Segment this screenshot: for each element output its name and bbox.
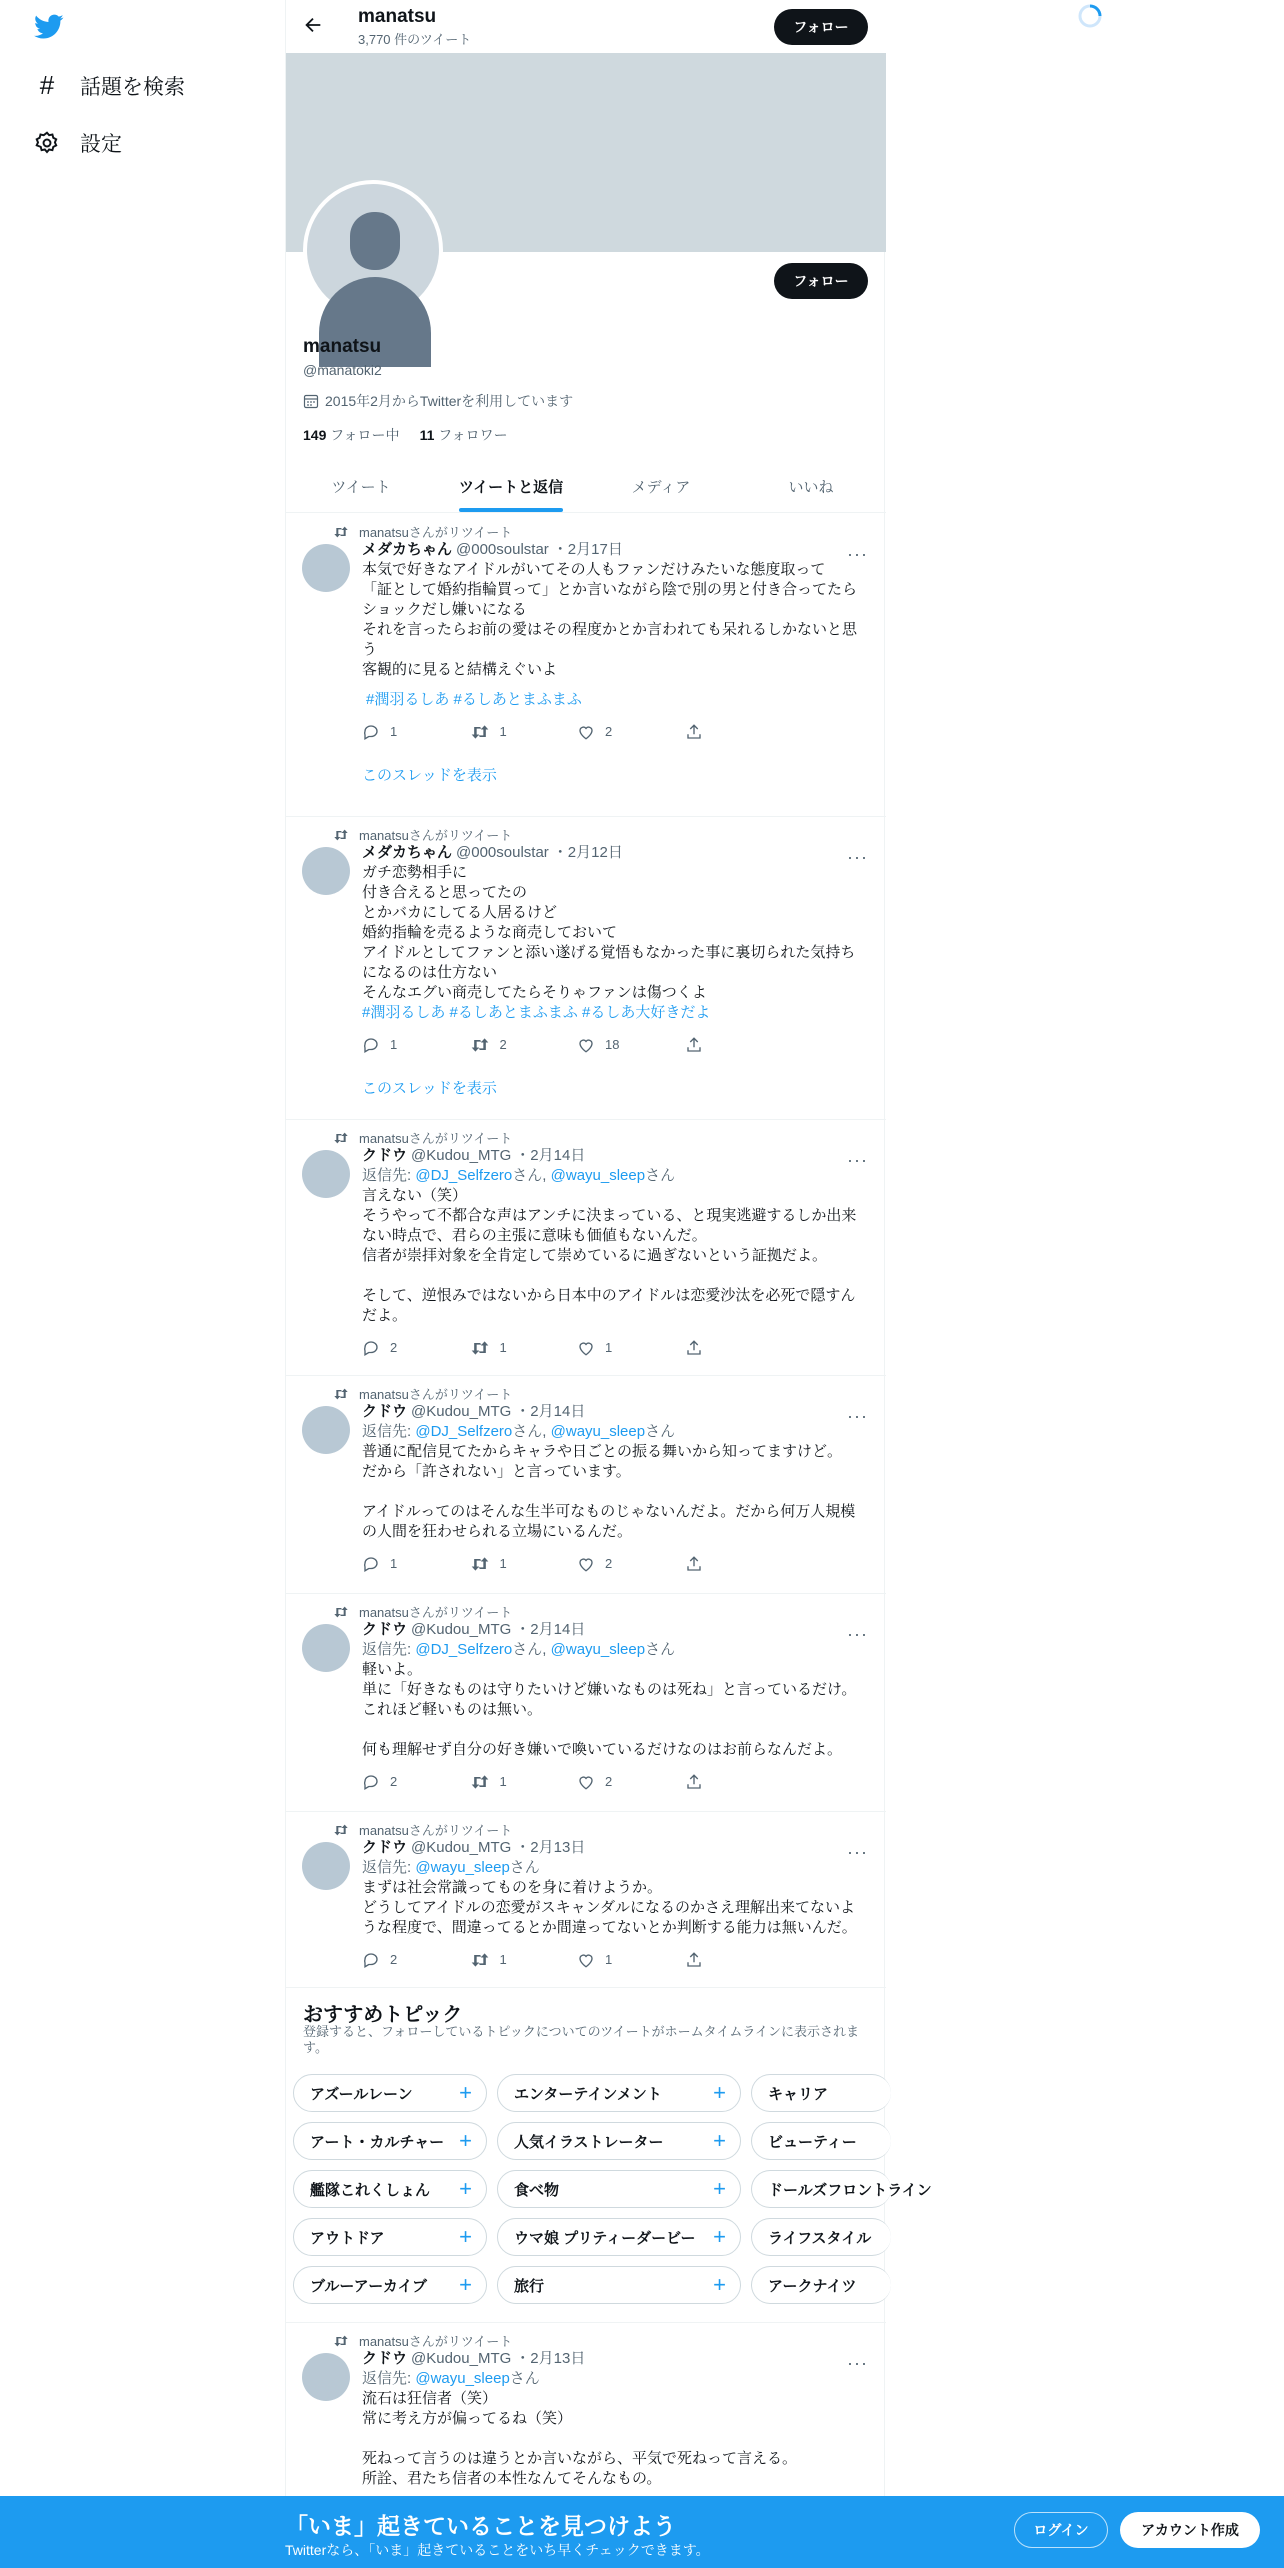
header-tweet-count: 3,770 件のツイート — [358, 32, 472, 47]
retweet-label: manatsuさんがリツイート — [359, 828, 513, 843]
plus-icon: + — [713, 2176, 726, 2201]
san-suffix: さん — [509, 1859, 540, 1876]
topics-description: 登録すると、フォローしているトピックについてのツイートがホームタイムラインに表示されます。 — [303, 2024, 860, 2055]
more-icon[interactable]: ··· — [847, 1150, 868, 1170]
tweet-hashtags[interactable]: #潤羽るしあ #るしあとまふまふ #るしあ大好きだよ — [362, 1004, 711, 1021]
reply-icon — [362, 723, 380, 741]
retweet-count: 1 — [499, 1340, 507, 1355]
reply-icon — [362, 1339, 380, 1357]
plus-icon: + — [459, 2272, 472, 2297]
topic-chip[interactable] — [497, 2074, 741, 2112]
tweet-hashtags[interactable]: #潤羽るしあ #るしあとまふまふ — [366, 691, 582, 708]
retweet-icon — [470, 1555, 490, 1573]
retweet-icon — [470, 1036, 490, 1054]
topic-chip-label: アウトドア — [310, 2229, 385, 2247]
profile-avatar[interactable] — [303, 180, 443, 320]
heart-icon — [577, 1951, 595, 1969]
like-button[interactable] — [577, 1950, 685, 1970]
topic-chip-label: キャリア — [768, 2085, 829, 2103]
topic-chip-label: アークナイツ — [768, 2277, 857, 2295]
author-name[interactable]: メダカちゃん — [362, 541, 453, 558]
topic-chip[interactable] — [293, 2074, 487, 2112]
reply-button[interactable] — [362, 1950, 470, 1970]
tweet[interactable] — [286, 1376, 886, 1594]
topics-title: おすすめトピック — [303, 2004, 463, 2026]
author-handle[interactable]: @Kudou_MTG — [411, 1403, 512, 1420]
profile-handle: @manatoki2 — [303, 362, 382, 378]
topic-chip[interactable] — [497, 2122, 741, 2160]
profile-tabs — [286, 460, 886, 513]
like-count: 18 — [605, 1037, 620, 1052]
reply-button[interactable] — [362, 1338, 470, 1358]
topic-chip[interactable] — [293, 2218, 487, 2256]
plus-icon: + — [713, 2080, 726, 2105]
retweet-label: manatsuさんがリツイート — [359, 525, 513, 540]
tweet[interactable] — [286, 2323, 886, 2496]
tweet-text: 言えない（笑） そうやって不都合な声はアンチに決まっている、と現実逃避するしか出来 ない時点で、君らの主張に意味も価値もないんだ。 信者が崇拝対象を全肯定して崇めているに過ぎないという証拠だよ。 そして、逆恨みではないから日本中のアイドルは恋愛沙汰を必死で隠すん だよ。 — [362, 1187, 857, 1324]
plus-icon: + — [459, 2080, 472, 2105]
retweet-button[interactable] — [470, 1950, 578, 1970]
retweet-label: manatsuさんがリツイート — [359, 1605, 513, 1620]
topic-chip-label: エンターテインメント — [514, 2085, 662, 2103]
san-suffix: さん — [645, 1423, 676, 1440]
reply-count: 1 — [390, 1037, 398, 1052]
reply-count: 2 — [390, 1774, 398, 1789]
tab-tweets-and-replies[interactable]: ツイートと返信 — [436, 460, 586, 512]
heart-icon — [577, 1555, 595, 1573]
tweet[interactable] — [286, 817, 886, 1120]
share-icon — [685, 1339, 703, 1357]
tweet-date[interactable]: ・2月13日 — [515, 1839, 586, 1856]
topic-chip[interactable] — [751, 2170, 932, 2208]
tweet-text: 流石は狂信者（笑） 常に考え方が偏ってるね（笑） 死ねって言うのは違うとか言いながら、平気で死ねって言える。 所詮、君たち信者の本性なんてそんなもの。 — [362, 2390, 798, 2487]
following-link[interactable] — [303, 425, 400, 445]
reply-to-line: 返信先: @DJ_Selfzeroさん, @wayu_sleepさん — [362, 1423, 676, 1440]
retweet-button[interactable] — [470, 1554, 578, 1574]
plus-icon: + — [713, 2224, 726, 2249]
tweet-text: ガチ恋勢相手に 付き合えると思ってたの とかバカにしてる人居るけど 婚約指輪を売るような商売しておいて アイドルとしてファンと添い遂げる覚悟もなかった事に裏切られた気持ち になるのは仕方ない そんなエグい商売してたらそりゃファンは傷つくよ — [362, 864, 856, 1001]
share-button[interactable] — [685, 1554, 793, 1574]
tab-media[interactable]: メディア — [631, 478, 691, 496]
reply-to-label: 返信先: — [362, 1641, 412, 1658]
nav-explore-label: 話題を検索 — [80, 75, 185, 99]
tweet-text: 本気で好きなアイドルがいてその人もファンだけみたいな態度取って 「証として婚約指輪買って」とか言いながら陰で別の男と付き合ってたら ショックだし嫌いになる それを言ったらお前の愛はその程度かとか言われても呆れるしかないと思 う 客観的に見ると結構えぐいよ — [362, 561, 858, 678]
topic-chip[interactable] — [751, 2218, 891, 2256]
header-name: manatsu — [358, 6, 437, 27]
profile-joined: 2015年2月からTwitterを利用しています — [325, 393, 574, 409]
tweet-date[interactable]: ・2月14日 — [515, 1403, 586, 1420]
followers-label: フォロワー — [438, 427, 508, 443]
topic-chip[interactable] — [751, 2122, 891, 2160]
share-button[interactable] — [685, 722, 793, 742]
more-icon[interactable]: ··· — [847, 1624, 868, 1644]
tweet-text: 軽いよ。 単に「好きなものは守りたいけど嫌いなものは死ね」と言っているだけ。 これほど軽いものは無い。 何も理解せず自分の好き嫌いで喚いているだけなのはお前らなんだよ。 — [362, 1661, 857, 1758]
san-suffix: さん — [512, 1641, 543, 1658]
calendar-icon — [303, 393, 319, 409]
author-name[interactable]: クドウ — [362, 1147, 408, 1164]
reply-icon — [362, 1036, 380, 1054]
more-icon[interactable]: ··· — [847, 544, 868, 564]
profile-follow-button[interactable]: フォロー — [774, 263, 868, 299]
author-handle[interactable]: @Kudou_MTG — [411, 1839, 512, 1856]
retweet-label: manatsuさんがリツイート — [359, 2334, 513, 2349]
reply-to-label: 返信先: — [362, 1423, 412, 1440]
signup-banner — [0, 2496, 1284, 2568]
share-icon — [685, 1773, 703, 1791]
reply-to-line: 返信先: @DJ_Selfzeroさん, @wayu_sleepさん — [362, 1167, 676, 1184]
retweet-count: 1 — [499, 1556, 507, 1571]
main-column — [285, 0, 932, 2568]
topic-chip-label: 艦隊これくしょん — [310, 2181, 431, 2199]
retweet-count: 2 — [499, 1037, 507, 1052]
loading-spinner-icon — [1077, 3, 1103, 29]
reply-icon — [362, 1555, 380, 1573]
share-icon — [685, 1555, 703, 1573]
avatar[interactable] — [302, 1842, 350, 1890]
share-button[interactable] — [685, 1950, 793, 1970]
reply-to-label: 返信先: — [362, 1859, 412, 1876]
share-icon — [685, 1951, 703, 1969]
avatar[interactable] — [302, 544, 350, 592]
topic-chip[interactable] — [751, 2074, 891, 2112]
header-follow-button[interactable]: フォロー — [774, 9, 868, 45]
like-button[interactable] — [577, 1554, 685, 1574]
reply-to-user[interactable]: @wayu_sleep — [550, 1423, 646, 1440]
reply-to-user[interactable]: @DJ_Selfzero — [415, 1641, 513, 1658]
followers-link[interactable] — [420, 425, 508, 445]
plus-icon: + — [713, 2128, 726, 2153]
followers-count: 11 — [419, 427, 435, 443]
san-suffix: さん — [645, 1641, 676, 1658]
topic-chip[interactable] — [751, 2266, 891, 2304]
avatar[interactable] — [302, 847, 350, 895]
plus-icon: + — [459, 2176, 472, 2201]
reply-to-label: 返信先: — [362, 2370, 412, 2387]
nav-settings[interactable] — [34, 128, 122, 158]
topic-chip-label: ウマ娘 プリティーダービー — [514, 2229, 696, 2247]
san-suffix: さん — [645, 1167, 676, 1184]
nav-explore[interactable] — [34, 70, 185, 101]
like-count: 2 — [605, 1774, 613, 1789]
tweet[interactable] — [286, 1594, 886, 1812]
signup-banner-subtitle: Twitterなら、「いま」起きていることをいち早くチェックできます。 — [285, 2542, 710, 2558]
like-count: 1 — [605, 1340, 613, 1355]
topic-chip[interactable] — [497, 2218, 741, 2256]
retweet-small-icon — [333, 1387, 349, 1401]
show-thread-link[interactable]: このスレッドを表示 — [362, 767, 497, 784]
hashtag-icon: # — [39, 70, 55, 100]
back-arrow-icon[interactable] — [302, 14, 324, 36]
topic-chip[interactable] — [497, 2266, 741, 2304]
reply-to-user[interactable]: @DJ_Selfzero — [415, 1423, 513, 1440]
avatar[interactable] — [302, 1150, 350, 1198]
top-bar — [286, 0, 886, 53]
retweet-count: 1 — [499, 724, 507, 739]
reply-icon — [362, 1773, 380, 1791]
plus-icon: + — [459, 2224, 472, 2249]
share-icon — [685, 723, 703, 741]
reply-to-user[interactable]: @wayu_sleep — [415, 2370, 510, 2387]
tweet-actions — [362, 1554, 792, 1574]
author-handle[interactable]: @Kudou_MTG — [411, 1147, 512, 1164]
reply-to-user[interactable]: @wayu_sleep — [550, 1167, 646, 1184]
tweet[interactable] — [286, 1812, 886, 1988]
topic-chip-label: アート・カルチャー — [310, 2133, 445, 2151]
retweet-count: 1 — [499, 1952, 507, 1967]
author-handle[interactable]: @Kudou_MTG — [411, 1621, 512, 1638]
retweet-small-icon — [333, 828, 349, 842]
heart-icon — [577, 1339, 595, 1357]
san-suffix: さん — [512, 1423, 543, 1440]
tweet-actions — [362, 1772, 792, 1792]
following-count: 149 — [303, 427, 327, 443]
reply-button[interactable] — [362, 1554, 470, 1574]
retweet-small-icon — [333, 1605, 349, 1619]
tweet-date[interactable]: ・2月17日 — [552, 541, 623, 558]
tweet-date[interactable]: ・2月12日 — [552, 844, 623, 861]
tweet-date[interactable]: ・2月14日 — [515, 1147, 586, 1164]
tweet-actions — [362, 1950, 792, 1970]
more-icon[interactable]: ··· — [847, 847, 868, 867]
tweet[interactable] — [286, 514, 886, 817]
share-icon — [685, 1036, 703, 1054]
topic-chip-label: ビューティー — [768, 2133, 857, 2151]
show-thread-link[interactable]: このスレッドを表示 — [362, 1080, 497, 1097]
tweet[interactable] — [286, 1120, 886, 1376]
plus-icon: + — [459, 2128, 472, 2153]
more-icon[interactable]: ··· — [847, 2353, 868, 2373]
share-button[interactable] — [685, 1772, 793, 1792]
like-count: 2 — [605, 1556, 613, 1571]
retweet-button[interactable] — [470, 1772, 578, 1792]
reply-to-user[interactable]: @wayu_sleep — [415, 1859, 510, 1876]
login-button[interactable]: ログイン — [1014, 2512, 1108, 2548]
avatar[interactable] — [302, 1406, 350, 1454]
tweet-text: 普通に配信見てたからキャラや日ごとの振る舞いから知ってますけど。 だから「許されない」と言っています。 アイドルってのはそんな生半可なものじゃないんだよ。だから何万人規模 の人間を狂わせられる立場にいるんだ。 — [362, 1443, 856, 1540]
retweet-count: 1 — [499, 1774, 507, 1789]
reply-icon — [362, 1951, 380, 1969]
heart-icon — [577, 1773, 595, 1791]
topic-chip-label: アズールレーン — [310, 2085, 413, 2103]
reply-to-user[interactable]: @DJ_Selfzero — [415, 1167, 513, 1184]
plus-icon: + — [713, 2272, 726, 2297]
twitter-logo-icon[interactable] — [34, 14, 64, 40]
signup-banner-title: 「いま」起きていることを見つけよう — [285, 2513, 676, 2539]
reply-count: 2 — [390, 1340, 398, 1355]
reply-count: 2 — [390, 1952, 398, 1967]
avatar[interactable] — [302, 2353, 350, 2401]
like-count: 1 — [605, 1952, 613, 1967]
topic-chip-label: 食べ物 — [514, 2181, 560, 2199]
retweet-label: manatsuさんがリツイート — [359, 1823, 513, 1838]
reply-count: 1 — [390, 724, 398, 739]
more-icon[interactable]: ··· — [847, 1406, 868, 1426]
retweet-button[interactable] — [470, 722, 578, 742]
like-button[interactable] — [577, 1035, 685, 1055]
author-handle[interactable]: @Kudou_MTG — [411, 2350, 512, 2367]
author-name[interactable]: クドウ — [362, 1621, 408, 1638]
san-suffix: さん — [512, 1167, 543, 1184]
more-icon[interactable]: ··· — [847, 1842, 868, 1862]
tab-tweets[interactable]: ツイート — [331, 478, 391, 496]
retweet-small-icon — [333, 1131, 349, 1145]
author-handle[interactable]: @000soulstar — [456, 844, 549, 861]
heart-icon — [577, 723, 595, 741]
like-button[interactable] — [577, 722, 685, 742]
reply-count: 1 — [390, 1556, 398, 1571]
topic-chip-label: ドールズフロントライン — [768, 2181, 932, 2199]
retweet-small-icon — [333, 2334, 349, 2348]
gear-icon — [34, 130, 60, 156]
topic-chip-label: ライフスタイル — [768, 2229, 872, 2247]
author-handle[interactable]: @000soulstar — [456, 541, 549, 558]
retweet-button[interactable] — [470, 1338, 578, 1358]
signup-button[interactable]: アカウント作成 — [1120, 2512, 1260, 2548]
topic-chip-label: ブルーアーカイブ — [310, 2277, 428, 2295]
author-name[interactable]: クドウ — [362, 1839, 408, 1856]
avatar[interactable] — [302, 1624, 350, 1672]
topic-chip[interactable] — [293, 2122, 487, 2160]
reply-to-line — [362, 2369, 872, 2389]
retweet-icon — [470, 1773, 490, 1791]
nav-settings-label: 設定 — [80, 133, 122, 156]
reply-to-line — [362, 1858, 872, 1878]
share-button[interactable] — [685, 1035, 793, 1055]
topic-chip[interactable] — [293, 2266, 487, 2304]
tweet-actions — [362, 722, 792, 742]
reply-button[interactable] — [362, 1035, 470, 1055]
retweet-label: manatsuさんがリツイート — [359, 1131, 513, 1146]
following-label: フォロー中 — [330, 427, 400, 443]
topic-chip-label: 人気イラストレーター — [514, 2133, 664, 2151]
reply-to-user[interactable]: @wayu_sleep — [550, 1641, 646, 1658]
tweet-actions — [362, 1035, 792, 1055]
retweet-label: manatsuさんがリツイート — [359, 1387, 513, 1402]
tweet-text: まずは社会常識ってものを身に着けようか。 どうしてアイドルの恋愛がスキャンダルになるのかさえ理解出来てないよ うな程度で、間違ってるとか間違ってないとか判断する能力は無いんだ。 — [362, 1879, 857, 1936]
tweet-date[interactable]: ・2月13日 — [515, 2350, 586, 2367]
reply-button[interactable] — [362, 1772, 470, 1792]
san-suffix: さん — [509, 2370, 540, 2387]
retweet-icon — [470, 1951, 490, 1969]
tweet-date[interactable]: ・2月14日 — [515, 1621, 586, 1638]
tab-likes[interactable]: いいね — [788, 478, 834, 496]
author-name[interactable]: メダカちゃん — [362, 844, 453, 861]
topic-chip[interactable] — [497, 2170, 741, 2208]
tweet-actions — [362, 1338, 792, 1358]
retweet-icon — [470, 1339, 490, 1357]
reply-button[interactable] — [362, 722, 470, 742]
reply-to-line: 返信先: @DJ_Selfzeroさん, @wayu_sleepさん — [362, 1641, 676, 1658]
heart-icon — [577, 1036, 595, 1054]
retweet-button[interactable] — [470, 1035, 578, 1055]
retweet-small-icon — [333, 1823, 349, 1837]
profile-name: manatsu — [303, 336, 382, 357]
topic-chip-label: 旅行 — [514, 2277, 545, 2295]
author-name[interactable]: クドウ — [362, 1403, 408, 1420]
author-name[interactable]: クドウ — [362, 2350, 408, 2367]
like-button[interactable] — [577, 1772, 685, 1792]
like-count: 2 — [605, 724, 613, 739]
share-button[interactable] — [685, 1338, 793, 1358]
retweet-icon — [470, 723, 490, 741]
reply-to-label: 返信先: — [362, 1167, 412, 1184]
topic-chip[interactable] — [293, 2170, 487, 2208]
retweet-small-icon — [333, 525, 349, 539]
like-button[interactable] — [577, 1338, 685, 1358]
